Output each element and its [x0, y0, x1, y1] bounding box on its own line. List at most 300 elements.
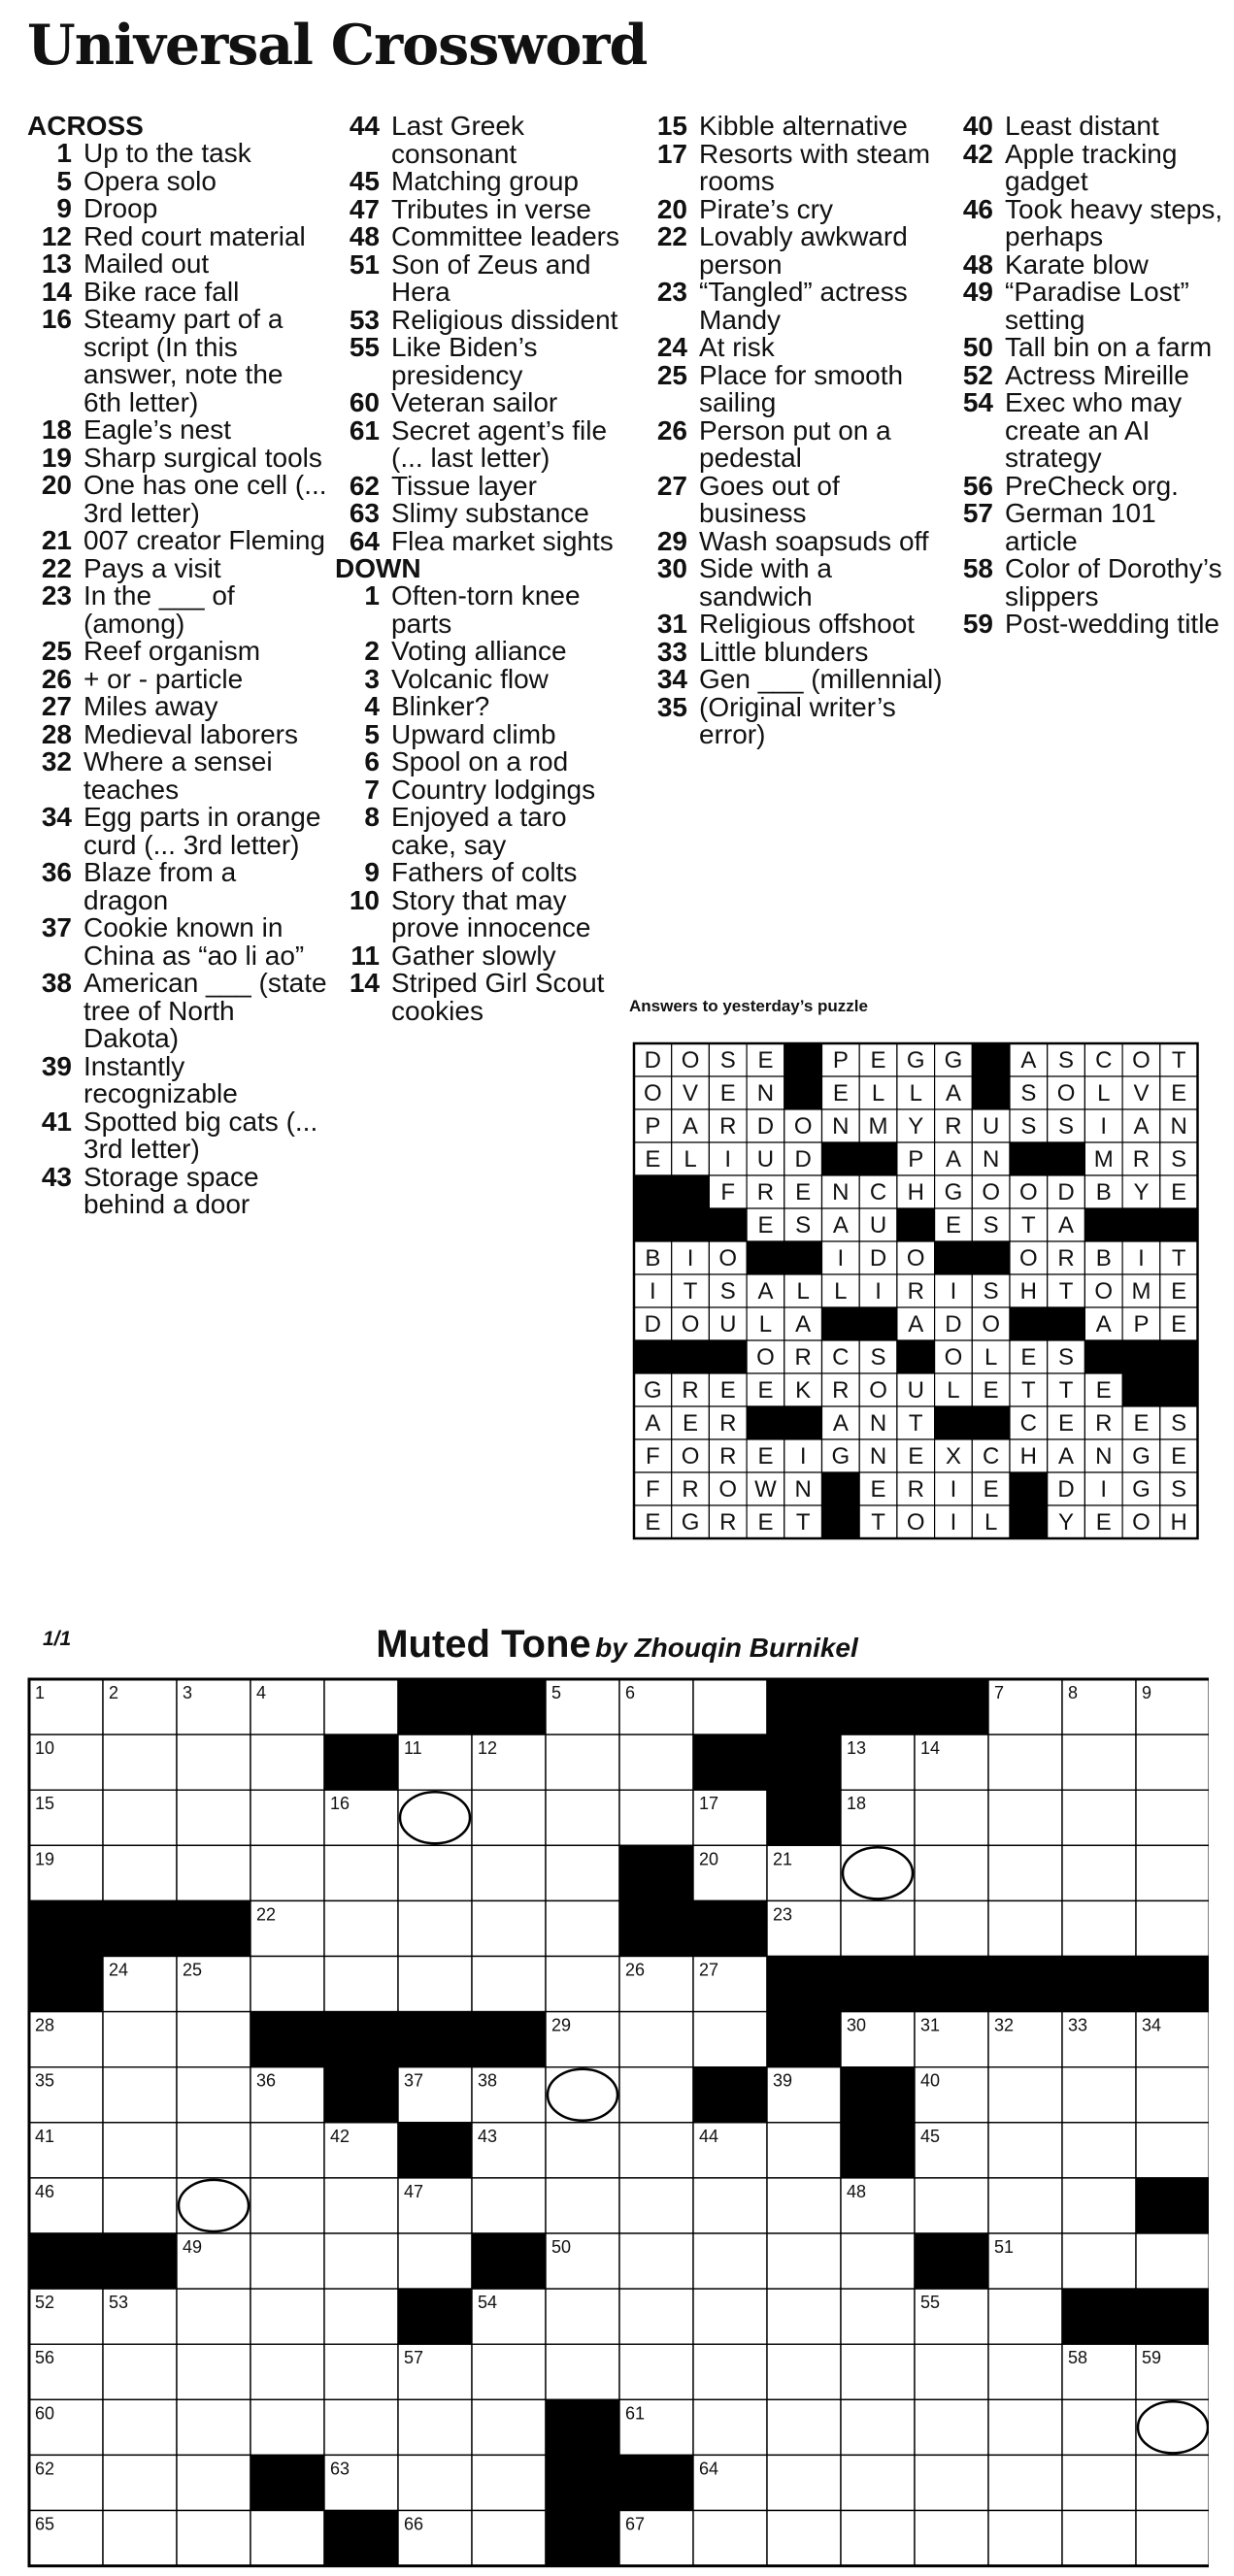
grid-cell[interactable]: [1062, 2123, 1136, 2178]
answer-letter: C: [869, 1179, 887, 1205]
grid-cell[interactable]: [103, 2012, 177, 2067]
grid-cell[interactable]: [324, 2399, 398, 2455]
grid-cell[interactable]: [619, 2233, 693, 2289]
down-clue: [949, 389, 1230, 473]
clue-number: 11: [350, 940, 380, 971]
grid-cell-number: 55: [920, 2293, 941, 2313]
grid-cell[interactable]: [250, 2233, 324, 2289]
grid-cell[interactable]: [693, 2511, 767, 2566]
answer-letter: O: [718, 1245, 738, 1271]
grid-cell[interactable]: [250, 1734, 324, 1790]
answer-black-cell: [859, 1307, 897, 1340]
clue-number: 14: [349, 968, 380, 998]
grid-cell[interactable]: [546, 2344, 619, 2399]
answer-letter: S: [1171, 1476, 1187, 1503]
grid-black-cell: [693, 1900, 767, 1956]
clue-text: German 101 article: [1005, 498, 1156, 556]
clue-text: Resorts with steam rooms: [699, 138, 931, 196]
grid-black-cell: [767, 1679, 841, 1734]
grid-cell[interactable]: [1062, 2399, 1136, 2455]
grid-cell[interactable]: [103, 2399, 177, 2455]
answer-black-cell: [822, 1472, 860, 1505]
grid-cell[interactable]: [546, 2289, 619, 2344]
grid-cell[interactable]: [915, 1790, 988, 1845]
clue-text: Person put on a pedestal: [699, 414, 891, 473]
across-clue: [27, 472, 328, 527]
grid-cell[interactable]: [324, 2233, 398, 2289]
answer-letter: U: [982, 1113, 1000, 1139]
answer-letter: A: [1020, 1047, 1037, 1073]
answer-letter: D: [869, 1245, 887, 1271]
grid-cell[interactable]: [841, 2455, 915, 2510]
grid-cell[interactable]: [693, 2233, 767, 2289]
grid-cell[interactable]: [103, 1845, 177, 1900]
grid-cell[interactable]: [398, 1957, 472, 2012]
grid-cell[interactable]: [988, 2511, 1062, 2566]
grid-cell[interactable]: [546, 1900, 619, 1956]
grid-cell[interactable]: [1062, 1790, 1136, 1845]
down-clue: [643, 636, 944, 667]
answer-black-cell: [672, 1340, 710, 1373]
grid-cell[interactable]: [250, 2178, 324, 2233]
answer-black-cell: [972, 1406, 1010, 1439]
grid-cell[interactable]: [841, 2233, 915, 2289]
across-clue: [335, 193, 636, 224]
grid-cell[interactable]: [177, 2178, 250, 2233]
grid-cell[interactable]: [1136, 2511, 1209, 2566]
grid-cell[interactable]: [1136, 1734, 1209, 1790]
answer-black-cell: [972, 1076, 1010, 1109]
grid-cell[interactable]: [324, 2344, 398, 2399]
across-clue: [335, 304, 636, 335]
clue-text: Eagle’s nest: [83, 414, 232, 445]
answer-letter: S: [1058, 1344, 1075, 1371]
grid-cell[interactable]: [767, 2399, 841, 2455]
grid-cell[interactable]: [988, 1900, 1062, 1956]
grid-cell[interactable]: [693, 2344, 767, 2399]
answer-black-cell: [784, 1241, 822, 1274]
grid-cell[interactable]: [767, 2123, 841, 2178]
grid-cell-number: 61: [625, 2403, 646, 2424]
clue-number: 5: [364, 718, 380, 749]
grid-cell[interactable]: [324, 1900, 398, 1956]
answer-letter: T: [1021, 1377, 1036, 1404]
clue-number: 36: [41, 857, 72, 887]
answer-letter: N: [794, 1476, 812, 1503]
answer-letter: S: [1171, 1410, 1187, 1437]
answer-letter: G: [831, 1443, 850, 1470]
grid-cell[interactable]: [988, 2067, 1062, 2123]
grid-cell-number: 33: [1068, 2015, 1088, 2035]
grid-cell[interactable]: [1136, 2233, 1209, 2289]
grid-cell[interactable]: [546, 2067, 619, 2123]
answer-black-cell: [897, 1208, 935, 1241]
grid-cell[interactable]: [103, 2178, 177, 2233]
grid-cell[interactable]: [250, 1957, 324, 2012]
grid-cell[interactable]: [324, 1845, 398, 1900]
grid-cell[interactable]: [619, 2067, 693, 2123]
across-clue: [27, 693, 328, 721]
grid-cell[interactable]: [250, 1845, 324, 1900]
down-clue: [643, 359, 944, 417]
answer-letter: E: [1171, 1278, 1187, 1305]
grid-cell[interactable]: [988, 2289, 1062, 2344]
grid-cell-number: 56: [35, 2348, 55, 2368]
answer-letter: F: [646, 1476, 660, 1503]
grid-cell[interactable]: [1062, 2067, 1136, 2123]
answer-letter: A: [945, 1080, 961, 1106]
grid-cell[interactable]: [693, 2178, 767, 2233]
grid-cell-number: 62: [35, 2459, 55, 2479]
down-clue: [335, 859, 636, 887]
down-clue: [949, 334, 1230, 362]
grid-cell[interactable]: [472, 1845, 546, 1900]
grid-cell[interactable]: [103, 1734, 177, 1790]
grid-cell[interactable]: [767, 2455, 841, 2510]
grid-cell-number: 16: [330, 1794, 350, 1814]
across-clue: [335, 168, 636, 196]
answer-letter: D: [644, 1047, 662, 1073]
grid-cell[interactable]: [619, 2178, 693, 2233]
grid-cell[interactable]: [988, 1790, 1062, 1845]
grid-cell-number: 52: [35, 2293, 55, 2313]
grid-cell-number: 2: [109, 1683, 119, 1702]
grid-cell[interactable]: [619, 1734, 693, 1790]
grid-cell[interactable]: [103, 2344, 177, 2399]
grid-cell-number: 59: [1142, 2348, 1162, 2368]
answer-letter: O: [1019, 1179, 1038, 1205]
grid-cell[interactable]: [915, 2178, 988, 2233]
answer-letter: R: [719, 1410, 737, 1437]
grid-cell[interactable]: [103, 2511, 177, 2566]
grid-cell[interactable]: [915, 2455, 988, 2510]
clue-number: 52: [962, 359, 993, 390]
grid-cell[interactable]: [1136, 2455, 1209, 2510]
grid-black-cell: [472, 1679, 546, 1734]
answer-black-cell: [634, 1175, 672, 1208]
grid-cell[interactable]: [988, 1734, 1062, 1790]
grid-cell[interactable]: [693, 2399, 767, 2455]
clue-text: Pirate’s cry: [699, 193, 833, 224]
grid-cell[interactable]: [398, 2455, 472, 2510]
clue-number: 34: [656, 664, 687, 694]
down-clue: [335, 663, 636, 694]
answer-letter: S: [870, 1344, 886, 1371]
clue-number: 25: [656, 359, 687, 390]
answer-letter: E: [1095, 1509, 1112, 1536]
across-clue: [335, 223, 636, 251]
grid-black-cell: [693, 2067, 767, 2123]
grid-cell-number: 9: [1142, 1683, 1152, 1702]
clue-text: Tall bin on a farm: [1005, 332, 1213, 362]
answer-letter: D: [644, 1311, 662, 1338]
clue-text: Last Greek consonant: [391, 111, 524, 169]
grid-cell[interactable]: [546, 1790, 619, 1845]
across-clue: [27, 527, 328, 555]
answer-letter: U: [719, 1311, 737, 1338]
grid-cell[interactable]: [693, 2289, 767, 2344]
grid-cell[interactable]: [767, 2178, 841, 2233]
answer-black-cell: [859, 1142, 897, 1175]
grid-cell[interactable]: [472, 2399, 546, 2455]
grid-cell[interactable]: [915, 2399, 988, 2455]
grid-cell[interactable]: [1136, 1900, 1209, 1956]
answer-letter: A: [645, 1410, 661, 1437]
grid-cell[interactable]: [841, 2399, 915, 2455]
grid-cell-number: 20: [699, 1849, 719, 1869]
answer-letter: O: [756, 1344, 775, 1371]
grid-cell[interactable]: [841, 2511, 915, 2566]
grid-cell[interactable]: [250, 2289, 324, 2344]
grid-cell[interactable]: [1062, 2233, 1136, 2289]
clue-text: Least distant: [1005, 111, 1159, 141]
clue-text: Story that may prove innocence: [391, 884, 591, 942]
grid-cell-number: 63: [330, 2459, 350, 2479]
grid-black-cell: [1062, 1957, 1136, 2012]
grid-cell[interactable]: [472, 1900, 546, 1956]
grid-cell[interactable]: [398, 1845, 472, 1900]
grid-cell[interactable]: [619, 2289, 693, 2344]
grid-cell[interactable]: [472, 2455, 546, 2510]
grid-cell[interactable]: [324, 1679, 398, 1734]
answer-black-cell: [1160, 1208, 1198, 1241]
answer-letter: L: [796, 1278, 810, 1305]
answer-letter: R: [1132, 1146, 1151, 1172]
grid-cell[interactable]: [988, 1845, 1062, 1900]
answer-letter: V: [683, 1080, 699, 1106]
grid-cell[interactable]: [177, 1734, 250, 1790]
grid-cell[interactable]: [398, 2233, 472, 2289]
answer-letter: G: [681, 1509, 700, 1536]
puzzle-heading: [0, 1623, 1234, 1667]
grid-cell[interactable]: [841, 2289, 915, 2344]
grid-cell[interactable]: [546, 2123, 619, 2178]
grid-cell-number: 53: [109, 2293, 129, 2313]
grid-cell[interactable]: [324, 2289, 398, 2344]
clue-number: 47: [349, 193, 380, 224]
clue-text: Religious dissident: [391, 304, 618, 335]
clue-text: Tributes in verse: [391, 193, 591, 224]
grid-cell[interactable]: [988, 2399, 1062, 2455]
down-clue: [643, 611, 944, 639]
grid-cell[interactable]: [177, 2344, 250, 2399]
clue-text: One has one cell (... 3rd letter): [83, 470, 327, 528]
grid-cell[interactable]: [1062, 1734, 1136, 1790]
grid-cell[interactable]: [250, 2123, 324, 2178]
answer-letter: F: [720, 1179, 736, 1205]
grid-cell[interactable]: [177, 1790, 250, 1845]
grid-cell[interactable]: [767, 2511, 841, 2566]
grid-cell[interactable]: [472, 1957, 546, 2012]
grid-cell[interactable]: [841, 2344, 915, 2399]
grid-cell[interactable]: [250, 1790, 324, 1845]
grid-cell[interactable]: [177, 1845, 250, 1900]
grid-cell[interactable]: [1136, 2123, 1209, 2178]
grid-cell[interactable]: [177, 2455, 250, 2510]
grid-cell[interactable]: [767, 2344, 841, 2399]
across-clue: [27, 914, 328, 970]
answer-letter: T: [1171, 1047, 1186, 1073]
grid-cell-number: 25: [183, 1960, 203, 1980]
grid-cell[interactable]: [1062, 2511, 1136, 2566]
answer-letter: W: [754, 1476, 777, 1503]
across-clue: [27, 552, 328, 583]
grid-cell[interactable]: [915, 1900, 988, 1956]
grid-cell[interactable]: [103, 2067, 177, 2123]
clue-column-4: [949, 113, 1230, 639]
grid-cell[interactable]: [619, 2344, 693, 2399]
clue-number: 48: [349, 221, 380, 251]
grid-black-cell: [841, 1957, 915, 2012]
grid-cell[interactable]: [1062, 2178, 1136, 2233]
answer-letter: G: [1132, 1443, 1151, 1470]
clue-text: + or - particle: [83, 663, 244, 694]
grid-cell[interactable]: [988, 2123, 1062, 2178]
grid-cell[interactable]: [1062, 1845, 1136, 1900]
grid-cell[interactable]: [1136, 1845, 1209, 1900]
grid-cell[interactable]: [103, 1790, 177, 1845]
down-clue: [643, 414, 944, 473]
grid-cell-number: 27: [699, 1960, 719, 1980]
grid-cell-number: 7: [994, 1683, 1005, 1702]
down-clue: [949, 555, 1230, 611]
grid-black-cell: [472, 2233, 546, 2289]
grid-cell[interactable]: [915, 2511, 988, 2566]
clue-number: 63: [349, 498, 380, 528]
grid-cell[interactable]: [250, 2344, 324, 2399]
grid-black-cell: [841, 1679, 915, 1734]
grid-cell[interactable]: [767, 2233, 841, 2289]
grid-black-cell: [841, 2067, 915, 2123]
answer-letter: P: [1133, 1311, 1150, 1338]
across-clue: [27, 250, 328, 279]
grid-cell[interactable]: [177, 2511, 250, 2566]
clue-text: Egg parts in orange curd (... 3rd letter): [83, 802, 321, 860]
grid-cell[interactable]: [841, 1845, 915, 1900]
grid-cell[interactable]: [915, 2344, 988, 2399]
answer-letter: T: [1058, 1377, 1074, 1404]
answer-letter: O: [1019, 1245, 1038, 1271]
grid-cell[interactable]: [1062, 1900, 1136, 1956]
grid-cell[interactable]: [177, 2123, 250, 2178]
answer-letter: E: [645, 1509, 661, 1536]
grid-cell[interactable]: [546, 1957, 619, 2012]
grid-cell[interactable]: [177, 2012, 250, 2067]
grid-cell[interactable]: [1136, 2067, 1209, 2123]
grid-cell[interactable]: [841, 1900, 915, 1956]
answer-letter: O: [1132, 1047, 1151, 1073]
answer-letter: O: [869, 1377, 887, 1404]
grid-cell-number: 29: [551, 2015, 572, 2035]
answer-black-cell: [747, 1406, 784, 1439]
grid-black-cell: [324, 2012, 398, 2067]
puzzle-title: Muted Tone: [376, 1623, 591, 1666]
clue-number: 54: [962, 387, 993, 417]
down-clue: [949, 138, 1230, 196]
grid-cell[interactable]: [398, 2399, 472, 2455]
answer-letter: N: [1170, 1113, 1187, 1139]
answer-letter: U: [907, 1377, 924, 1404]
grid-cell[interactable]: [177, 2399, 250, 2455]
grid-cell[interactable]: [1062, 2455, 1136, 2510]
clue-text: PreCheck org.: [1005, 470, 1179, 501]
clue-number: 48: [962, 248, 993, 280]
grid-cell-number: 18: [847, 1794, 867, 1814]
answer-letter: R: [907, 1278, 924, 1305]
grid-cell[interactable]: [324, 1957, 398, 2012]
grid-cell[interactable]: [1136, 1790, 1209, 1845]
answer-letter: M: [1093, 1146, 1114, 1172]
grid-cell[interactable]: [250, 2399, 324, 2455]
grid-cell[interactable]: [546, 2178, 619, 2233]
clue-number: 18: [41, 414, 72, 445]
answer-black-cell: [1160, 1373, 1198, 1406]
across-clue: [27, 748, 328, 804]
grid-cell[interactable]: [693, 1679, 767, 1734]
clue-text: Slimy substance: [391, 498, 589, 528]
clue-text: Bike race fall: [83, 276, 240, 307]
answer-letter: E: [1095, 1377, 1112, 1404]
grid-cell[interactable]: [693, 2012, 767, 2067]
grid-cell[interactable]: [472, 2511, 546, 2566]
grid-cell-number: 19: [35, 1849, 55, 1869]
answer-letter: D: [945, 1311, 962, 1338]
grid-cell[interactable]: [546, 1734, 619, 1790]
grid-cell[interactable]: [988, 2178, 1062, 2233]
grid-cell[interactable]: [988, 2455, 1062, 2510]
across-clue: [27, 859, 328, 914]
answer-letter: T: [1171, 1245, 1186, 1271]
grid-cell[interactable]: [619, 2123, 693, 2178]
clue-text: Striped Girl Scout cookies: [391, 968, 605, 1026]
grid-cell-number: 48: [847, 2181, 867, 2201]
grid-cell[interactable]: [398, 1900, 472, 1956]
grid-cell[interactable]: [619, 2012, 693, 2067]
grid-cell[interactable]: [250, 2511, 324, 2566]
grid-cell[interactable]: [177, 2067, 250, 2123]
clue-text: Wash soapsuds off: [699, 525, 929, 556]
grid-cell[interactable]: [324, 2178, 398, 2233]
clue-number: 64: [349, 525, 380, 556]
grid-cell[interactable]: [472, 1790, 546, 1845]
grid-cell[interactable]: [103, 2123, 177, 2178]
down-clue: [949, 500, 1230, 555]
clue-text: Kibble alternative: [699, 111, 908, 141]
grid-cell[interactable]: [619, 1790, 693, 1845]
answer-black-cell: [1084, 1340, 1122, 1373]
grid-cell[interactable]: [103, 2455, 177, 2510]
across-clue: [27, 804, 328, 859]
grid-cell[interactable]: [398, 1790, 472, 1845]
clue-number: 62: [349, 470, 380, 501]
answer-letter: M: [1131, 1278, 1151, 1305]
grid-cell[interactable]: [472, 2344, 546, 2399]
grid-cell[interactable]: [988, 2344, 1062, 2399]
answer-letter: S: [1020, 1080, 1037, 1106]
answer-letter: L: [909, 1080, 922, 1106]
grid-cell-number: 3: [183, 1683, 193, 1702]
grid-cell[interactable]: [546, 1845, 619, 1900]
grid-cell[interactable]: [915, 1845, 988, 1900]
grid-cell[interactable]: [177, 2289, 250, 2344]
grid-cell[interactable]: [472, 2178, 546, 2233]
puzzle-date: 1/1: [43, 1628, 72, 1650]
answer-letter: R: [1057, 1245, 1075, 1271]
answer-letter: G: [1132, 1476, 1151, 1503]
answer-letter: N: [1095, 1443, 1113, 1470]
down-clue: [949, 193, 1230, 251]
grid-cell[interactable]: [767, 2289, 841, 2344]
